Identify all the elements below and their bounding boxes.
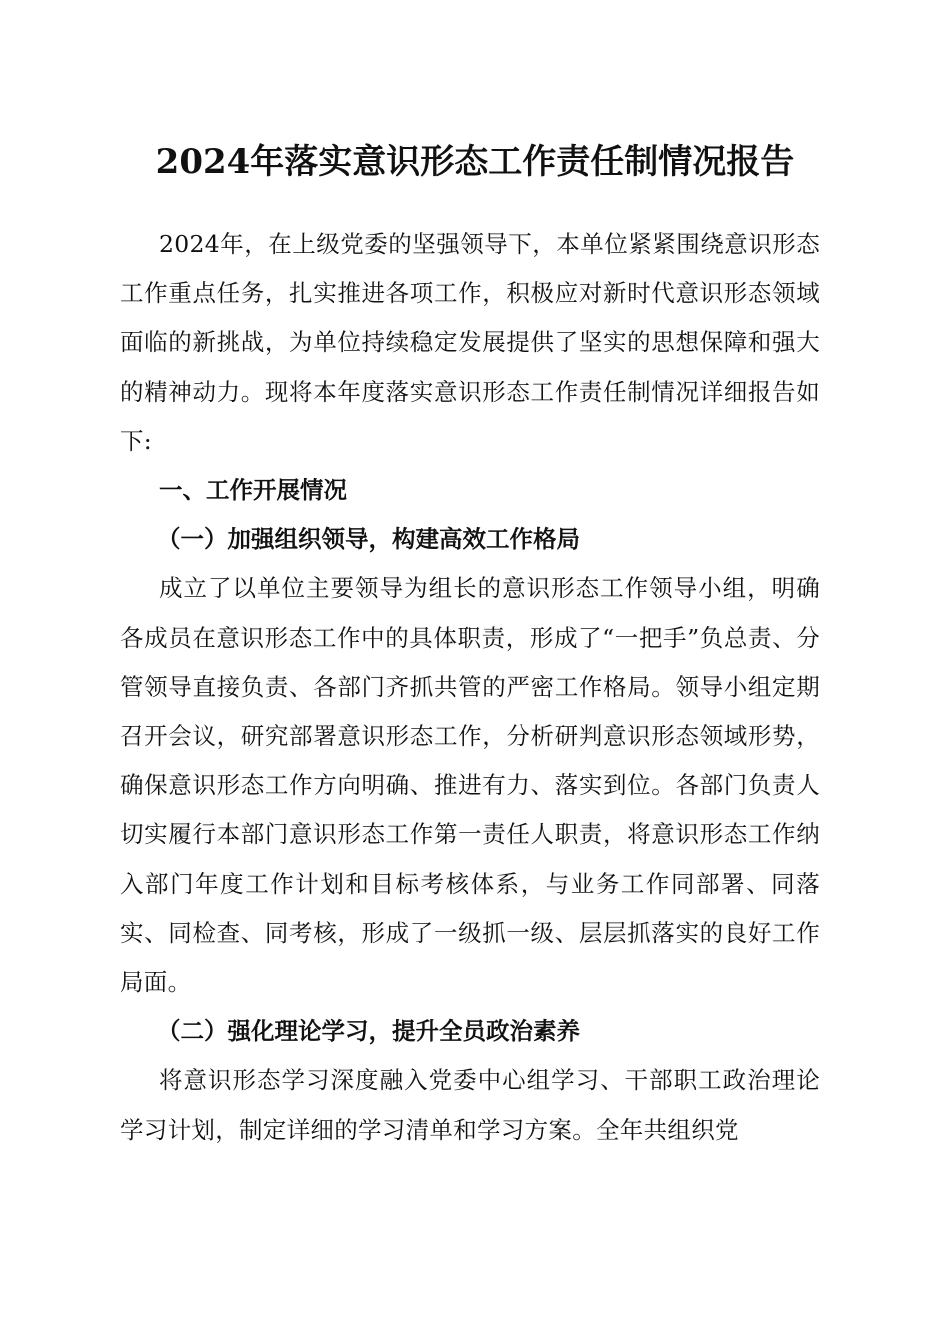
intro-paragraph: 2024年，在上级党委的坚强领导下，本单位紧紧围绕意识形态工作重点任务，扎实推进各项工作，积极应对新时代意识形态领域面临的新挑战，为单位持续稳定发展提供了坚实的思想保障和强大的精神动力。现将本年度落实意识形态工作责任制情况详细报告如下: xyxy=(120,230,820,455)
section-heading-1: 一、工作开展情况 xyxy=(159,476,347,505)
document-title: 2024年落实意识形态工作责任制情况报告 xyxy=(155,142,795,182)
subsection-2-paragraph: 将意识形态学习深度融入党委中心组学习、干部职工政治理论学习计划，制定详细的学习清单和学习方案。全年共组织党 xyxy=(120,1066,820,1144)
document-body xyxy=(120,220,820,1204)
subsection-1-paragraph: 成立了以单位主要领导为组长的意识形态工作领导小组，明确各成员在意识形态工作中的具体职责，形成了“一把手”负总责、分管领导直接负责、各部门齐抓共管的严密工作格局。领导小组定期召开会议，研究部署意识形态工作，分析研判意识形态领域形势，确保意识形态工作方向明确、推进有力、落实到位。各部门负责人切实履行本部门意识形态工作第一责任人职责，将意识形态工作纳入部门年度工作计划和目标考核体系，与业务工作同部署、同落实、同检查、同考核，形成了一级抓一级、层层抓落实的良好工作局面。 xyxy=(120,574,820,997)
subsection-heading-2: （二）强化理论学习，提升全员政治素养 xyxy=(157,1017,580,1046)
subsection-heading-1: （一）加强组织领导，构建高效工作格局 xyxy=(157,525,580,554)
